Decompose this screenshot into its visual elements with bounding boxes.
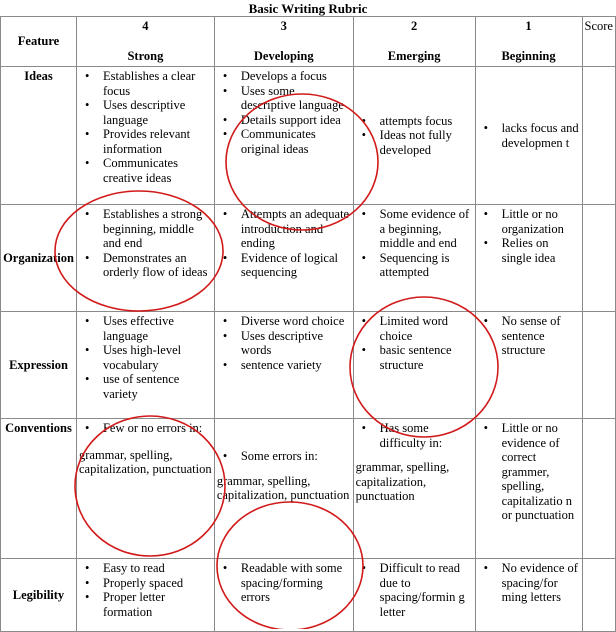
criterion-item: • Relies on single idea bbox=[492, 236, 580, 265]
rubric-row-legibility bbox=[1, 559, 616, 632]
score-cell[interactable] bbox=[582, 312, 616, 419]
criterion-item: • Easy to read bbox=[93, 561, 212, 576]
criterion-item: • Little or no organization bbox=[492, 207, 580, 236]
criterion-item: • Few or no errors in: bbox=[93, 421, 212, 436]
rubric-cell bbox=[76, 559, 214, 632]
feature-label: Legibility bbox=[1, 559, 77, 632]
criterion-item: • Uses descriptive language bbox=[93, 98, 212, 127]
rubric-cell bbox=[214, 312, 353, 419]
criterion-item: • Uses effective language bbox=[93, 314, 212, 343]
error-categories: grammar, spelling, capitalization, punctuation bbox=[216, 473, 350, 502]
level-number: 3 bbox=[280, 19, 287, 33]
criteria-list bbox=[217, 314, 351, 372]
feature-label: Ideas bbox=[1, 67, 77, 205]
level-name: Beginning bbox=[501, 48, 556, 63]
rubric-cell bbox=[353, 559, 475, 632]
rubric-cell bbox=[353, 67, 475, 205]
score-cell[interactable] bbox=[582, 559, 616, 632]
criterion-item: • Proper letter formation bbox=[93, 590, 212, 619]
rubric-cell bbox=[353, 205, 475, 312]
rubric-row-organization bbox=[1, 205, 616, 312]
rubric-cell bbox=[76, 419, 214, 559]
feature-header: Feature bbox=[1, 17, 77, 67]
criterion-item: • Limited word choice bbox=[370, 314, 473, 343]
criterion-item: • Develops a focus bbox=[231, 69, 351, 84]
criterion-item: • basic sentence structure bbox=[370, 343, 473, 372]
rubric-cell bbox=[353, 312, 475, 419]
level-header-3 bbox=[214, 17, 353, 67]
criterion-item: • No sense of sentence structure bbox=[492, 314, 580, 358]
criterion-item: • Provides relevant information bbox=[93, 127, 212, 156]
criterion-item: • Ideas not fully developed bbox=[370, 128, 473, 157]
criteria-list bbox=[356, 207, 473, 280]
criteria-list bbox=[356, 314, 473, 372]
criteria-list bbox=[79, 561, 212, 619]
feature-label: Organization bbox=[1, 205, 77, 312]
criterion-item: • lacks focus and developmen t bbox=[492, 121, 580, 150]
criteria-list bbox=[478, 421, 580, 523]
criteria-list bbox=[356, 114, 473, 158]
level-number: 4 bbox=[142, 19, 149, 33]
rubric-row-conventions bbox=[1, 419, 616, 559]
rubric-cell bbox=[76, 205, 214, 312]
level-number: 2 bbox=[411, 19, 418, 33]
criteria-list bbox=[79, 421, 212, 436]
criterion-item: • Uses some descriptive language bbox=[231, 84, 351, 113]
level-name: Strong bbox=[127, 48, 164, 63]
criterion-item: • Uses high-level vocabulary bbox=[93, 343, 212, 372]
rubric-cell bbox=[214, 205, 353, 312]
rubric-cell bbox=[475, 67, 582, 205]
criterion-item: • Details support idea bbox=[231, 113, 351, 128]
rubric-row-expression bbox=[1, 312, 616, 419]
rubric-cell bbox=[214, 559, 353, 632]
criterion-item: • Has some difficulty in: bbox=[370, 421, 473, 450]
criterion-item: • use of sentence variety bbox=[93, 372, 212, 401]
rubric-cell bbox=[214, 67, 353, 205]
criteria-list bbox=[356, 561, 473, 619]
score-cell[interactable] bbox=[582, 67, 616, 205]
criterion-item: • Readable with some spacing/forming errors bbox=[231, 561, 351, 605]
criteria-list bbox=[217, 69, 351, 156]
level-header-1 bbox=[475, 17, 582, 67]
criterion-item: • Attempts an adequate introduction and ending bbox=[231, 207, 351, 251]
criterion-item: • Demonstrates an orderly flow of ideas bbox=[93, 251, 212, 280]
rubric-cell bbox=[353, 419, 475, 559]
criterion-item: • sentence variety bbox=[231, 358, 351, 373]
rubric-cell bbox=[475, 419, 582, 559]
criteria-list bbox=[217, 561, 351, 605]
criterion-item: • Difficult to read due to spacing/formin g letter bbox=[370, 561, 473, 619]
criterion-item: • Some errors in: bbox=[231, 449, 351, 464]
criteria-list bbox=[478, 207, 580, 265]
level-header-2 bbox=[353, 17, 475, 67]
criterion-item: • Establishes a clear focus bbox=[93, 69, 212, 98]
criteria-list bbox=[217, 449, 351, 464]
criterion-item: • Uses descriptive words bbox=[231, 329, 351, 358]
level-name: Emerging bbox=[387, 48, 441, 63]
score-cell[interactable] bbox=[582, 419, 616, 559]
error-categories: grammar, spelling, capitalization, punctuation bbox=[355, 460, 450, 503]
level-name: Developing bbox=[253, 48, 314, 63]
criterion-item: • Establishes a strong beginning, middle and end bbox=[93, 207, 212, 251]
criterion-item: • Some evidence of a beginning, middle and end bbox=[370, 207, 473, 251]
rubric-cell bbox=[76, 67, 214, 205]
criterion-item: • attempts focus bbox=[370, 114, 473, 129]
rubric-cell bbox=[475, 559, 582, 632]
criterion-item: • Evidence of logical sequencing bbox=[231, 251, 351, 280]
criterion-item: • No evidence of spacing/for ming letters bbox=[492, 561, 580, 605]
criteria-list bbox=[356, 421, 473, 450]
rubric-cell bbox=[475, 312, 582, 419]
error-categories: grammar, spelling, capitalization, punctuation bbox=[78, 447, 212, 476]
criterion-item: • Communicates creative ideas bbox=[93, 156, 212, 185]
criteria-list bbox=[478, 314, 580, 358]
feature-label: Conventions bbox=[1, 419, 77, 559]
rubric-cell bbox=[475, 205, 582, 312]
rubric-table bbox=[0, 16, 616, 632]
header-row bbox=[1, 17, 616, 67]
rubric-cell bbox=[214, 419, 353, 559]
criterion-item: • Diverse word choice bbox=[231, 314, 351, 329]
criterion-item: • Sequencing is attempted bbox=[370, 251, 473, 280]
criterion-item: • Little or no evidence of correct grammer, spelling, capitalizatio n or punctuation bbox=[492, 421, 580, 523]
criteria-list bbox=[217, 207, 351, 280]
level-header-4 bbox=[76, 17, 214, 67]
score-cell[interactable] bbox=[582, 205, 616, 312]
criterion-item: • Communicates original ideas bbox=[231, 127, 351, 156]
feature-label: Expression bbox=[1, 312, 77, 419]
criteria-list bbox=[79, 69, 212, 185]
rubric-row-ideas bbox=[1, 67, 616, 205]
score-header: Score bbox=[582, 17, 616, 67]
criterion-item: • Properly spaced bbox=[93, 576, 212, 591]
criteria-list bbox=[79, 314, 212, 401]
level-number: 1 bbox=[525, 19, 532, 33]
criteria-list bbox=[79, 207, 212, 280]
rubric-cell bbox=[76, 312, 214, 419]
criteria-list bbox=[478, 121, 580, 150]
rubric-title: Basic Writing Rubric bbox=[248, 1, 368, 16]
criteria-list bbox=[478, 561, 580, 605]
